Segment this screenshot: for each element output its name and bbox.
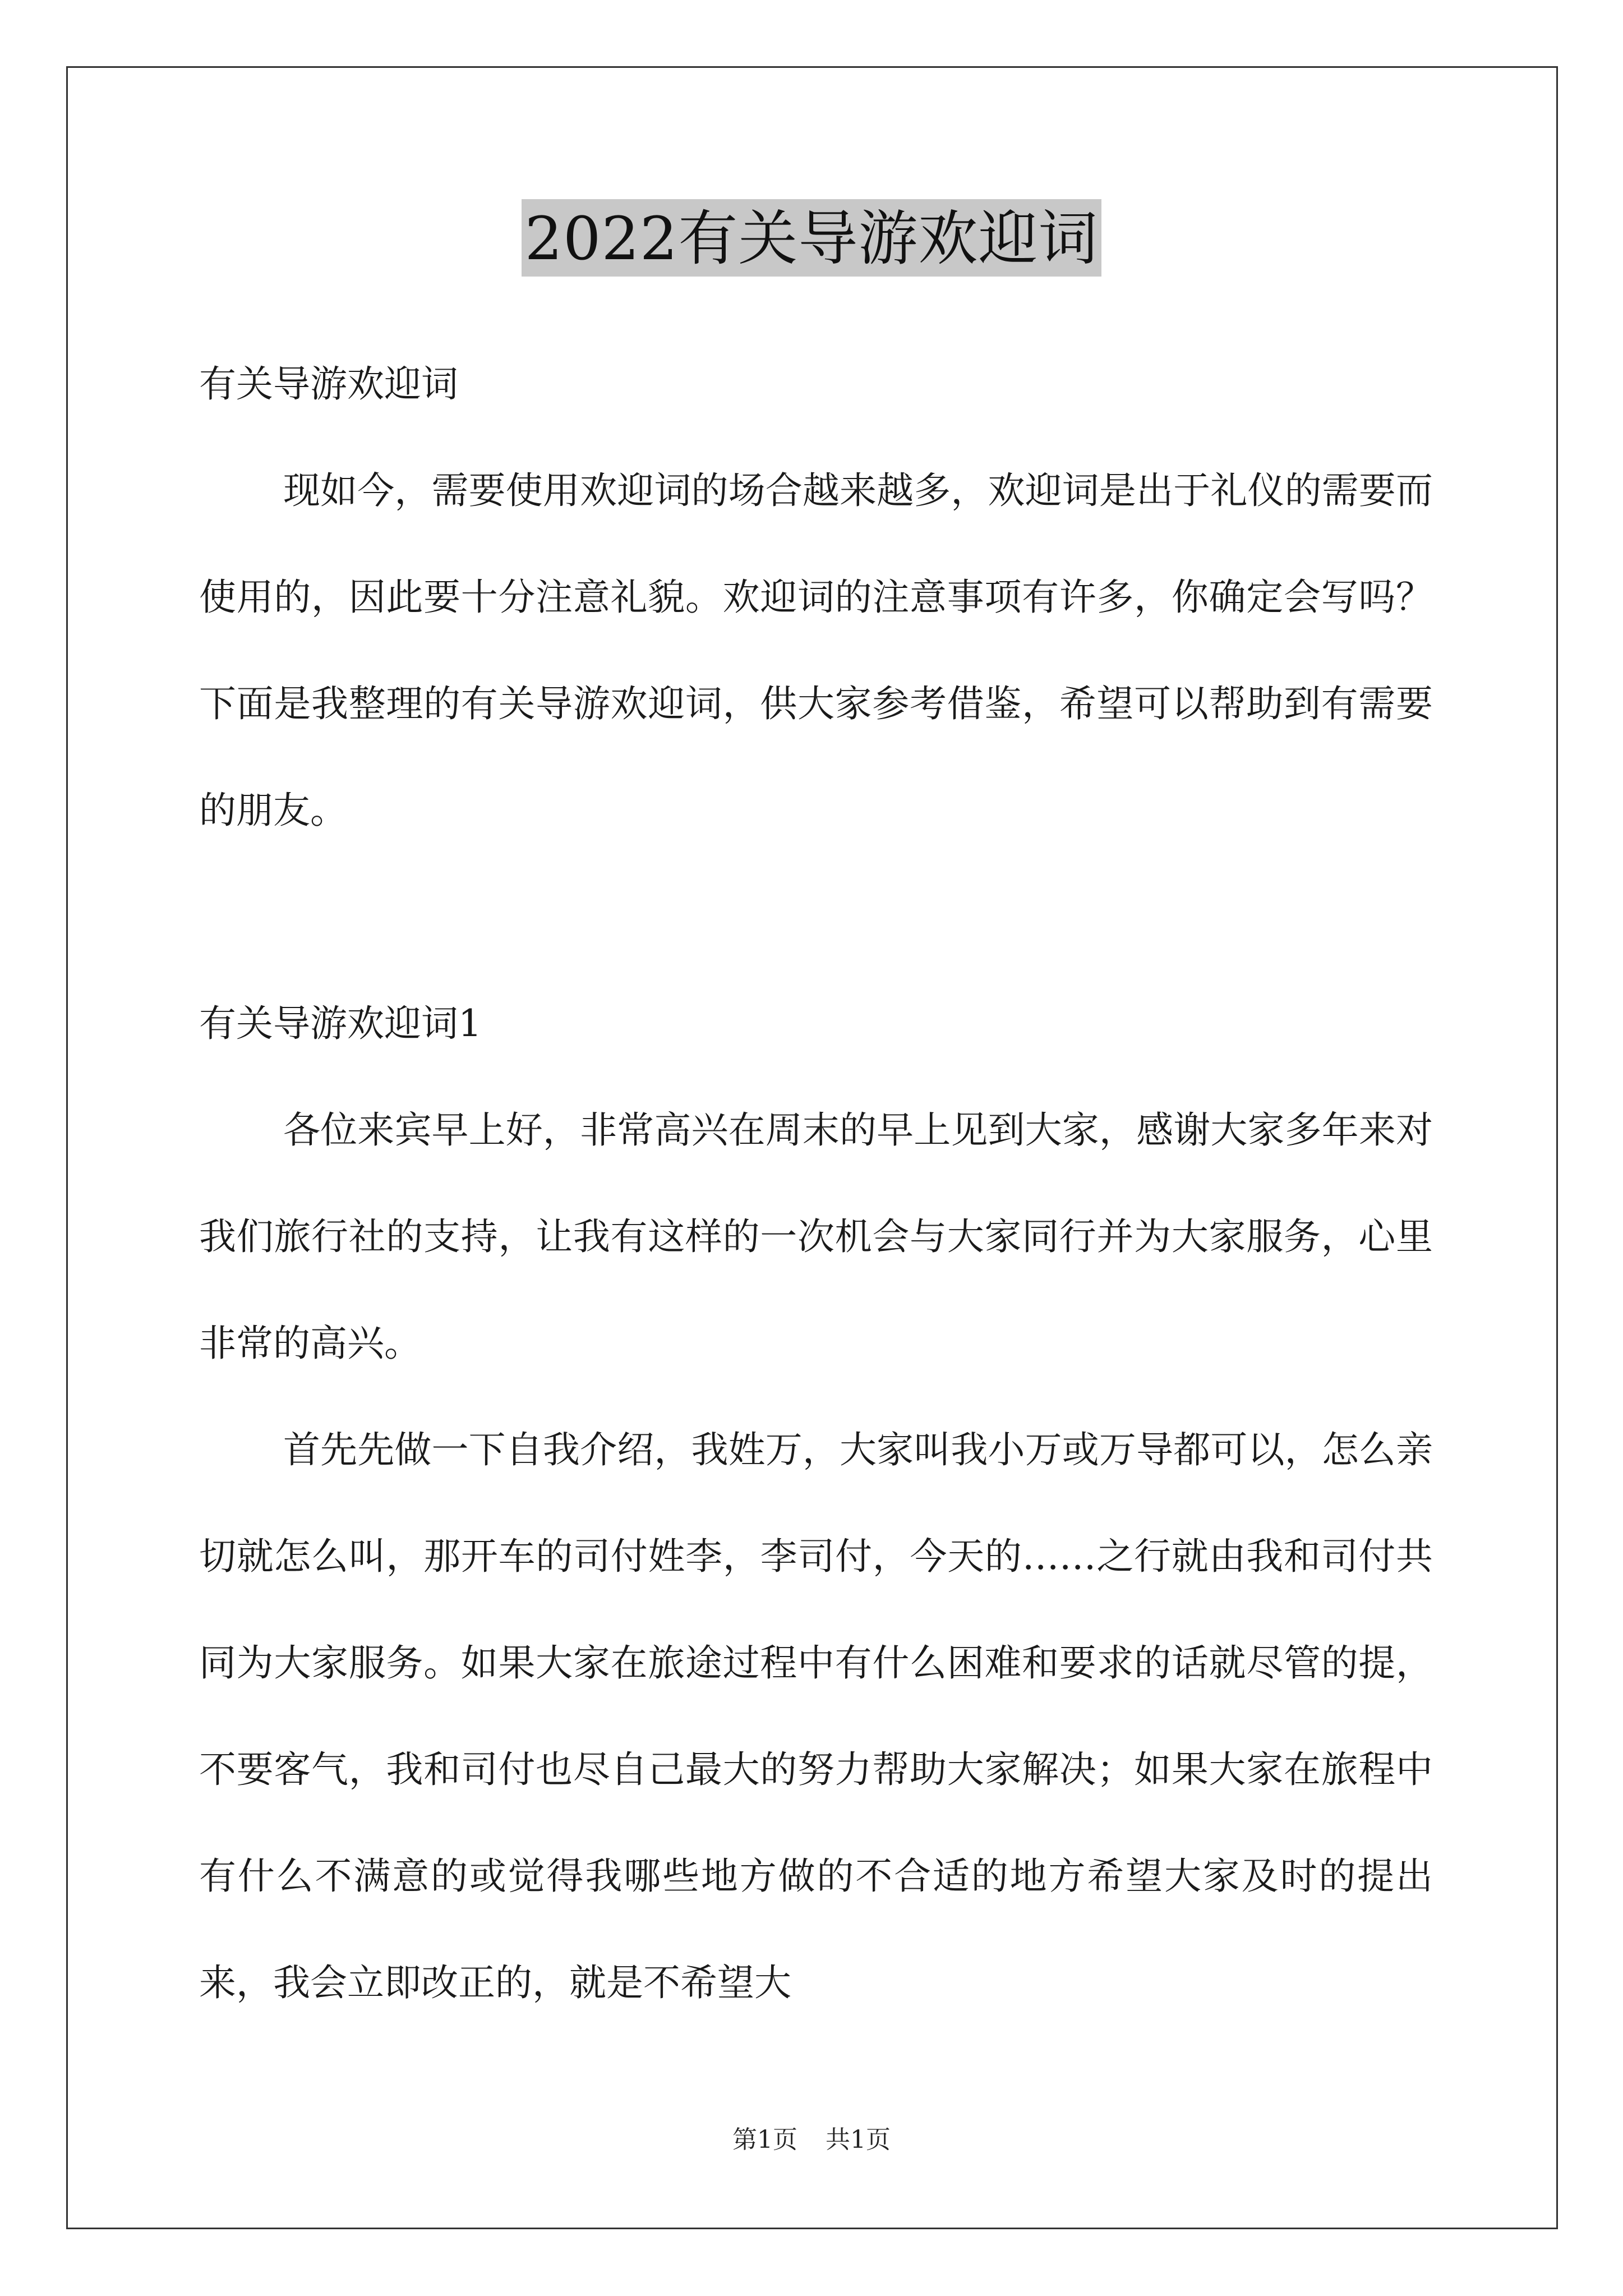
- title-container: [0, 199, 1623, 277]
- section-heading-1: 有关导游欢迎词1: [199, 1002, 482, 1045]
- document-body: [199, 331, 1433, 2036]
- section-spacer: [199, 864, 1433, 970]
- page-number-current: 第1页: [732, 2125, 797, 2154]
- body-paragraph: 各位来宾早上好，非常高兴在周末的早上见到大家，感谢大家多年来对我们旅行社的支持，让我有这样的一次机会与大家同行并为大家服务，心里非常的高兴。: [199, 1108, 1433, 1365]
- page-number-total: 共1页: [826, 2125, 891, 2154]
- page-footer: [0, 2123, 1623, 2157]
- section-heading: 有关导游欢迎词: [199, 362, 458, 406]
- document-title: 2022有关导游欢迎词: [522, 199, 1102, 277]
- intro-paragraph: 现如今，需要使用欢迎词的场合越来越多，欢迎词是出于礼仪的需要而使用的，因此要十分注意礼貌。欢迎词的注意事项有许多，你确定会写吗？下面是我整理的有关导游欢迎词，供大家参考借鉴，希望可以帮助到有需要的朋友。: [199, 469, 1433, 832]
- body-paragraph: 首先先做一下自我介绍，我姓万，大家叫我小万或万导都可以，怎么亲切就怎么叫，那开车的司付姓李，李司付，今天的……之行就由我和司付共同为大家服务。如果大家在旅途过程中有什么困难和要求的话就尽管的提，不要客气，我和司付也尽自己最大的努力帮助大家解决；如果大家在旅程中有什么不满意的或觉得我哪些地方做的不合适的地方希望大家及时的提出来，我会立即改正的，就是不希望大: [199, 1428, 1433, 2004]
